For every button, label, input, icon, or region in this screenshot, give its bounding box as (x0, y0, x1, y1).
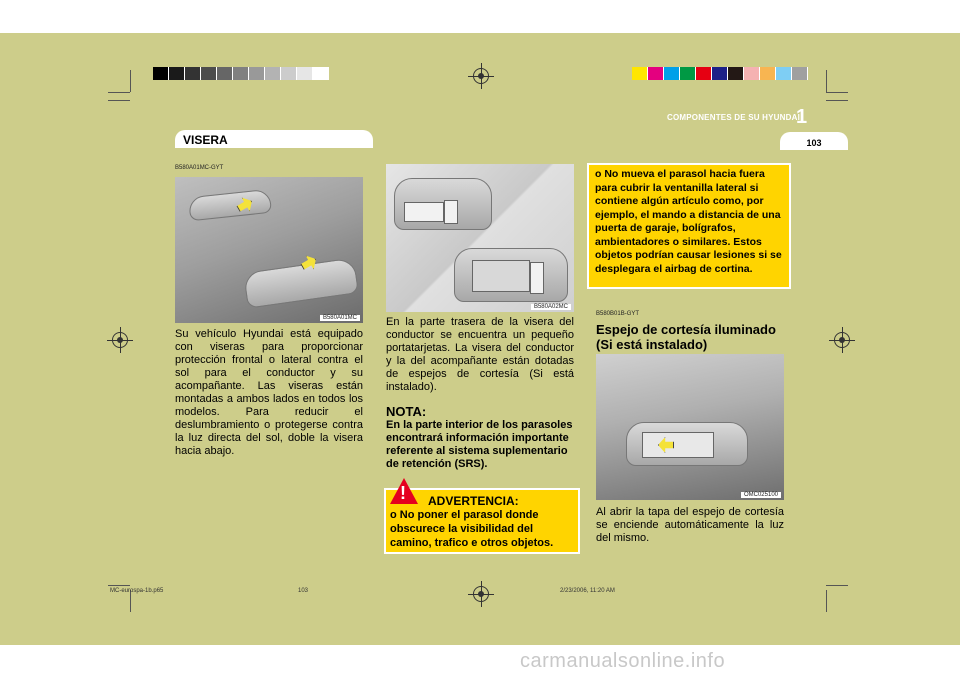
image-caption: B580A02MC (531, 304, 571, 310)
note-body: En la parte interior de los parasoles encontrará información importante referente al sistema suplementario de retención (SRS). (386, 419, 573, 470)
registration-mark-icon (473, 586, 489, 602)
exclamation-icon: ! (400, 483, 406, 503)
card-holder (404, 202, 444, 222)
registration-mark-icon (112, 332, 128, 348)
visor-illustration (188, 189, 272, 221)
card-holder (444, 200, 458, 224)
sun-visor-photo (175, 177, 363, 323)
crop-mark (108, 585, 130, 586)
crop-mark (826, 92, 848, 93)
crop-mark (108, 92, 130, 93)
chapter-label: COMPONENTES DE SU HYUNDAI (666, 113, 800, 122)
footer-page: 103 (298, 588, 309, 594)
image-caption: OMC025100 (741, 492, 781, 498)
watermark: carmanualsonline.info (520, 650, 726, 672)
registration-mark-icon (473, 68, 489, 84)
warning-text: o No poner el parasol donde obscurece la visibilidad del camino, trafico e otros objetos. (390, 509, 554, 549)
crop-mark (130, 70, 131, 92)
note-heading: NOTA: (386, 404, 427, 419)
body-text: Su vehículo Hyundai está equipado con viseras para proporcionar protección frontal o lateral contra el sol para el conductor y su acompañante. Las viseras están montadas a ambos lados en todos los modelos. Para reducir el deslumbramiento o protegerse contra la luz directa del sol, doble la visera hacia abajo. (175, 328, 363, 457)
crop-mark (826, 70, 827, 92)
body-text: Al abrir la tapa del espejo de cortesía se enciende automáticamente la luz del mismo. (596, 506, 784, 544)
section-code: B580B01B-GYT (596, 311, 640, 317)
crop-mark (826, 590, 827, 612)
vanity-mirror (472, 260, 530, 292)
warning-title: ADVERTENCIA: (428, 494, 519, 508)
section-heading: Espejo de cortesía iluminado (Si está instalado) (596, 322, 776, 352)
footer-file: MC-eurospa-1b.p65 (110, 588, 164, 594)
footer-timestamp: 2/23/2006, 11:20 AM (560, 588, 615, 594)
registration-mark-icon (834, 332, 850, 348)
section-title: VISERA (175, 130, 373, 148)
warning-text: o No mueva el parasol hacia fuera para cubrir la ventanilla lateral si contiene algún artículo como, por ejemplo, el mando a distancia de una puerta de garaje, bolígrafos, ambientadores o similares. Estos objetos podrían causar lesiones si se desplegara el airbag de cortina. (595, 168, 782, 275)
crop-mark (108, 100, 130, 101)
visor-mirror-photo (386, 164, 574, 312)
page-number: 103 (780, 132, 848, 150)
cmyk-color-bar (632, 67, 808, 80)
illuminated-mirror-photo (596, 354, 784, 500)
vanity-mirror (642, 432, 714, 458)
grayscale-color-bar (153, 67, 329, 80)
body-text: En la parte trasera de la visera del conductor se encuentra un pequeño portatarjetas. La visera del conductor y la del acompañante están dotadas de espejos de cortesía (Si está instalado). (386, 316, 574, 393)
vanity-mirror (530, 262, 544, 294)
chapter-number: 1 (796, 106, 808, 128)
crop-mark (826, 585, 848, 586)
section-code: B580A01MC-GYT (175, 165, 224, 171)
image-caption: B580A01MC (320, 315, 360, 321)
crop-mark (826, 100, 848, 101)
